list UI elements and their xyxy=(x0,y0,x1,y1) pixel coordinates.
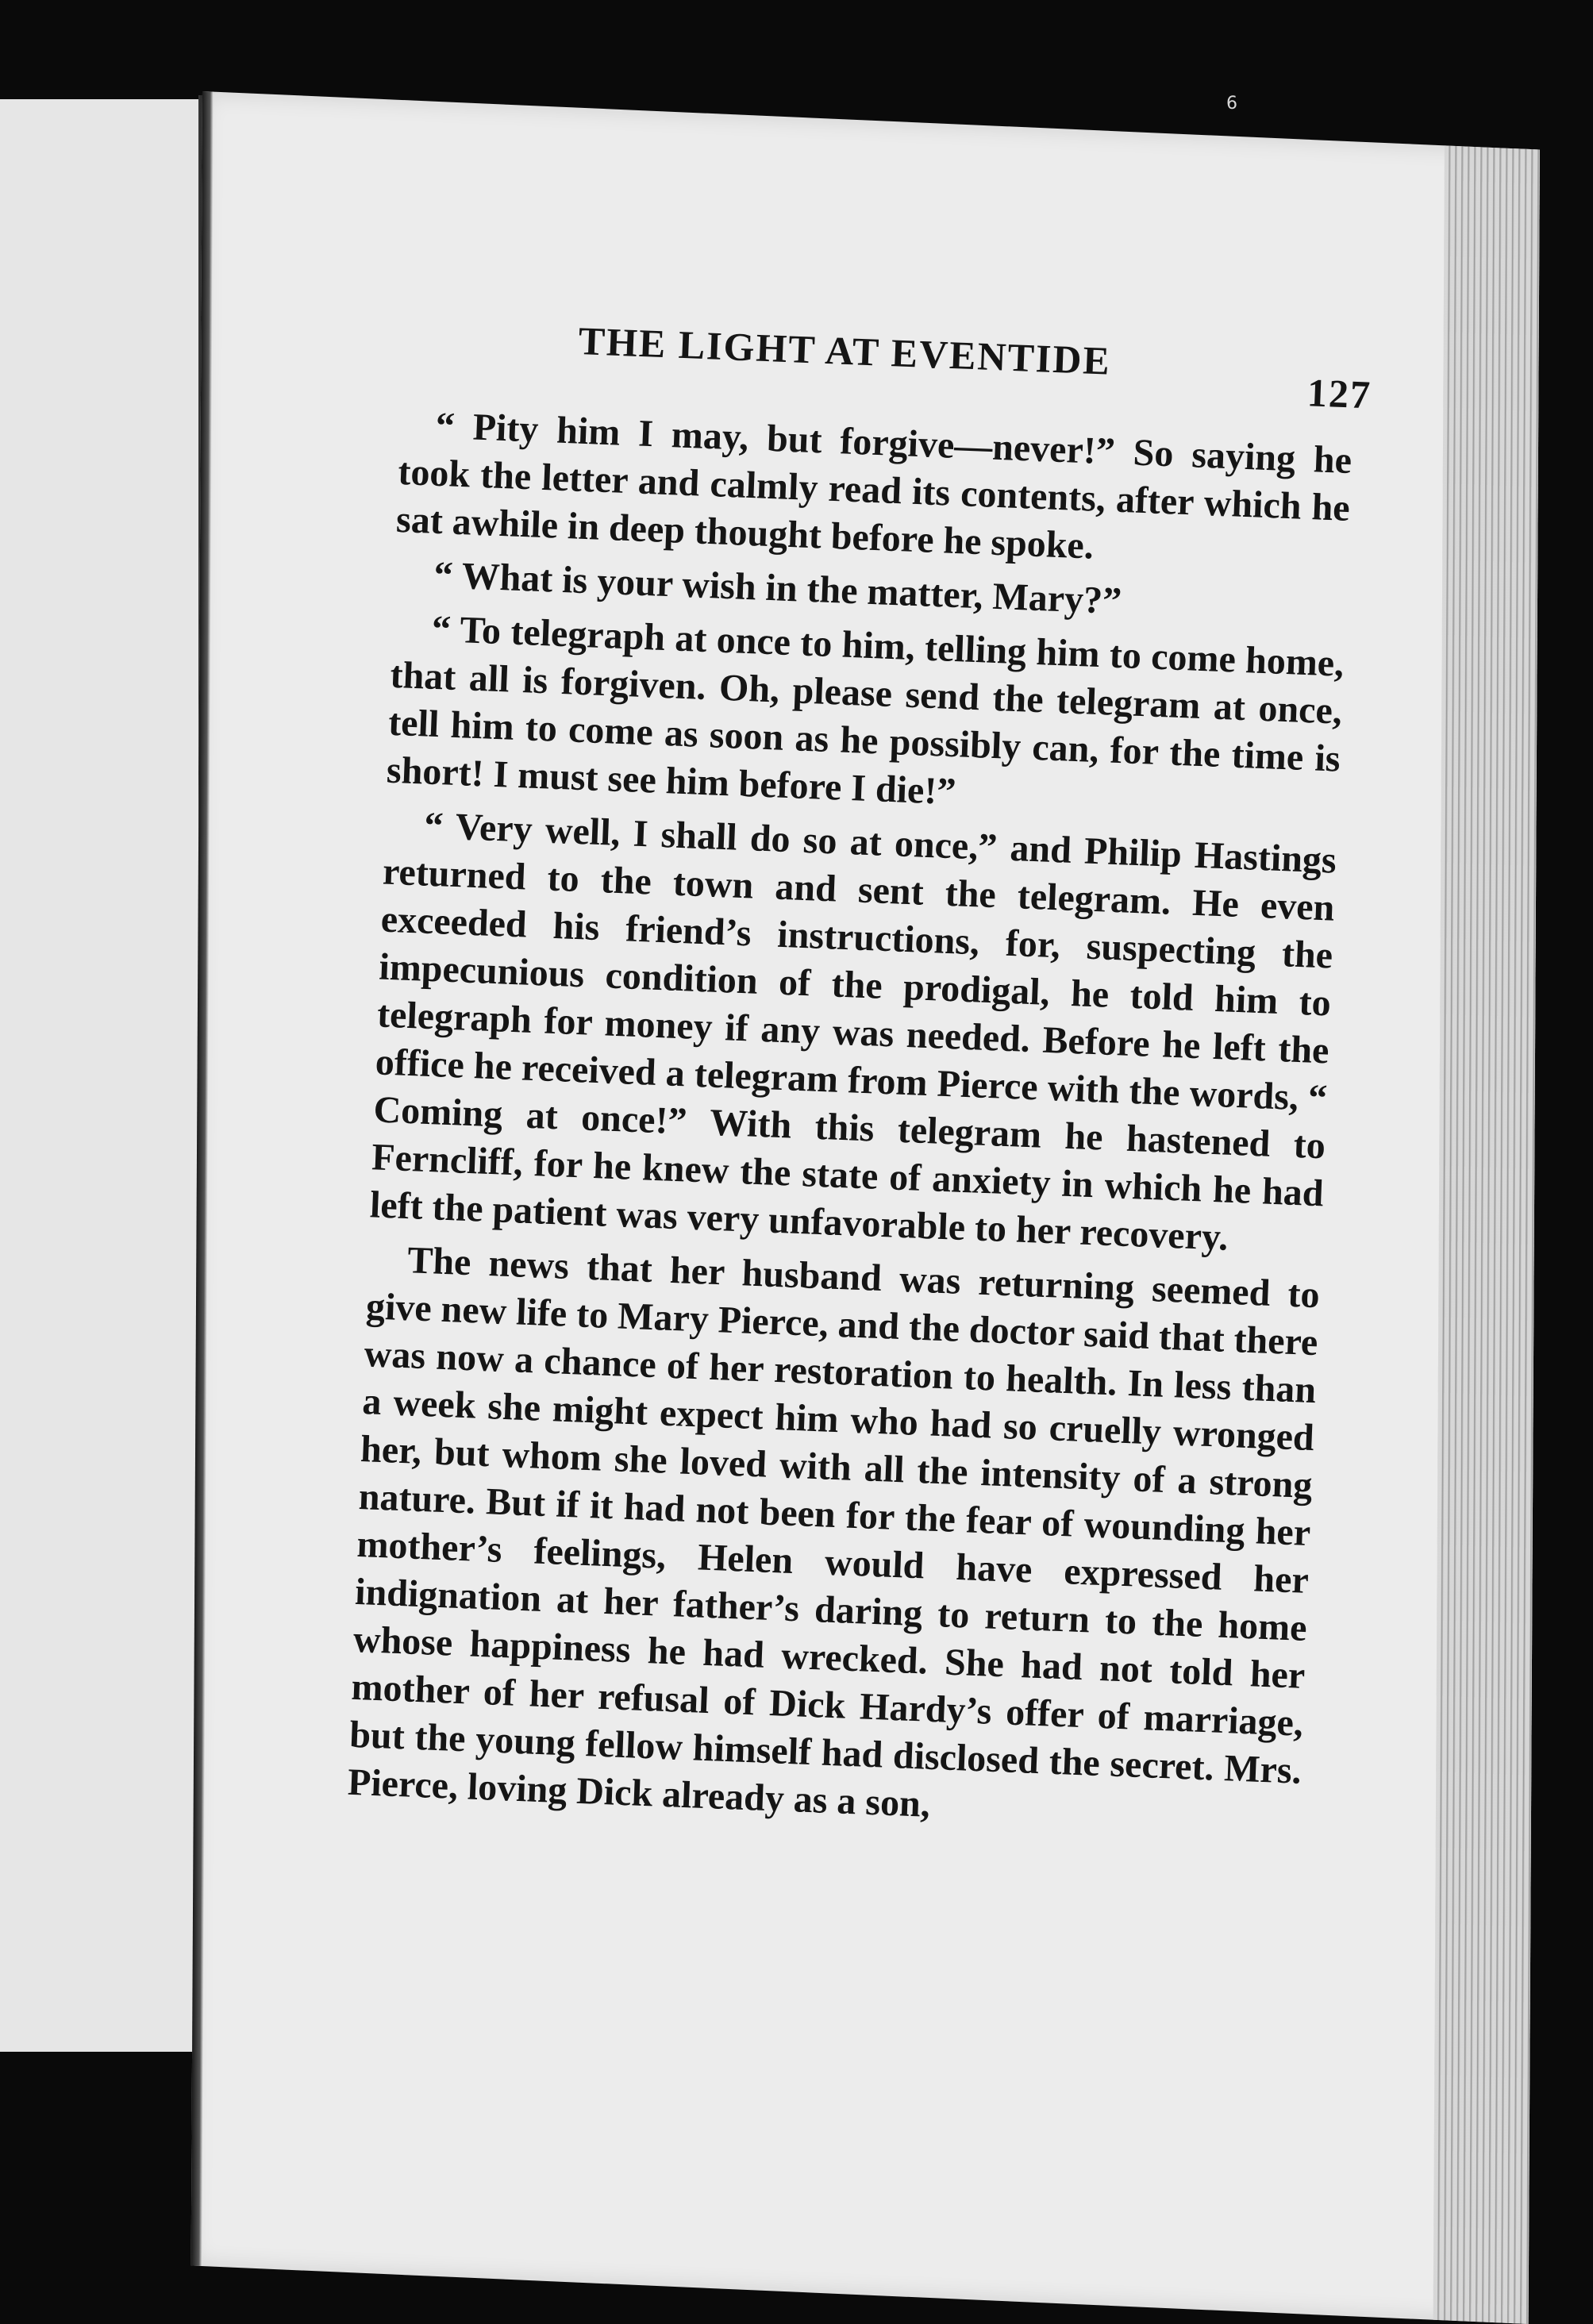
previous-page-edge xyxy=(0,99,202,2052)
paragraph: “ To telegraph at once to him, telling him to come home, that all is forgiven. Oh, please send the telegram at once, tell him to come as soon as he possibly can, for the time is short! I must see him before I die!” xyxy=(386,607,1345,814)
page-number: 127 xyxy=(1306,370,1373,417)
body-text xyxy=(347,401,1353,1849)
paragraph: “ What is your wish in the matter, Mary?” xyxy=(433,553,1123,623)
running-title: THE LIGHT AT EVENTIDE xyxy=(577,317,1112,383)
scan-corner-mark: 6 xyxy=(1226,94,1237,114)
paragraph: “ Very well, I shall do so at once,” and Philip Hastings returned to the town and sent the telegram. He even exceeded his friend’s instructions, for, suspecting the impecunious condition of the prodigal, he told him to telegraph for money if any was needed. Before he left the office he received a telegram from Pierce with the words, “ Coming at once!” With this telegram he hastened to Ferncliff, for he knew the state of anxiety in which he had left the patient was very unfavorable to her recovery. xyxy=(369,804,1337,1259)
paragraph: The news that her husband was returning seemed to give new life to Mary Pierce, and the doctor said that there was now a chance of her restoration to health. In less than a week she might expect him who had so cruelly wronged her, but whom she loved with all the intensity of a strong nature. But if it had not been for the fear of wounding her mother’s feelings, Helen would have expressed her indignation at her father’s daring to return to the home whose happiness he had wrecked. She had not told her mother of her refusal of Dick Hardy’s offer of marriage, but the young fellow himself had disclosed the secret. Mrs. Pierce, loving Dick already as a son, xyxy=(347,1239,1321,1826)
page-edge-stack xyxy=(1433,145,1540,2324)
paragraph: “ Pity him I may, but forgive—never!” So saying he took the letter and calmly read its contents, after which he sat awhile in deep thought before he spoke. xyxy=(395,404,1353,568)
